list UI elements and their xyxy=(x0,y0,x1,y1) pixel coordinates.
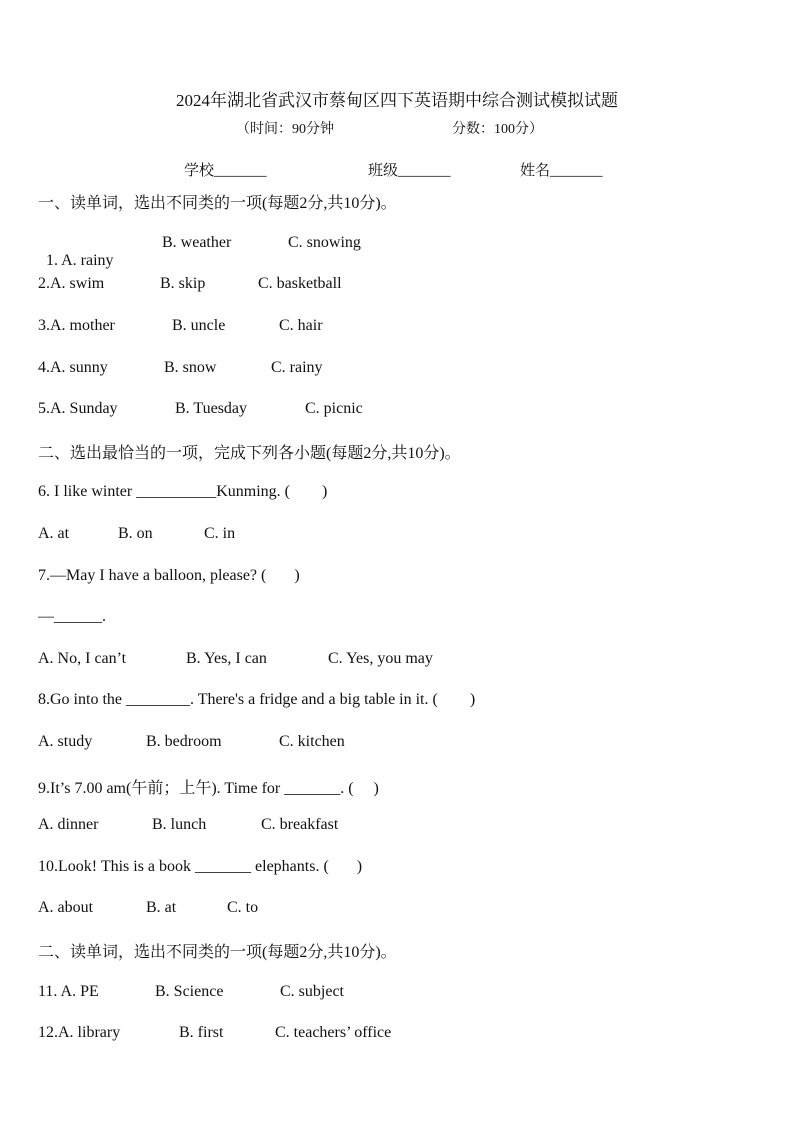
q7-option-c: C. Yes, you may xyxy=(328,650,433,667)
q1-option-c: C. snowing xyxy=(288,234,361,251)
q3-option-c: C. hair xyxy=(279,317,323,334)
question-1 xyxy=(38,234,114,270)
q7-option-a: A. No, I can’t xyxy=(38,650,127,667)
q8-option-b: B. bedroom xyxy=(146,733,222,750)
q9-stem: 9.It’s 7.00 am(午前；上午). Time for _______. ( ) xyxy=(38,780,379,797)
q5-option-a: 5.A. Sunday xyxy=(38,400,118,417)
q1-option-a: 1. A. rainy xyxy=(46,252,114,269)
section-3-heading: 二、读单词，选出不同类的一项(每题2分,共10分)。 xyxy=(38,944,397,961)
q11-option-c: C. subject xyxy=(280,983,344,1000)
page-title: 2024年湖北省武汉市蔡甸区四下英语期中综合测试模拟试题 xyxy=(176,91,618,110)
q5-option-c: C. picnic xyxy=(305,400,363,417)
q4-option-b: B. snow xyxy=(164,359,217,376)
q11-option-b: B. Science xyxy=(155,983,224,1000)
q7-stem: 7.—May I have a balloon, please? ( ) xyxy=(38,567,300,584)
q4-option-a: 4.A. sunny xyxy=(38,359,108,376)
q4-option-c: C. rainy xyxy=(271,359,323,376)
name-field: 姓名_______ xyxy=(520,163,603,179)
q12-option-b: B. first xyxy=(179,1024,224,1041)
q9-option-a: A. dinner xyxy=(38,816,99,833)
q8-stem: 8.Go into the ________. There's a fridge and a big table in it. ( ) xyxy=(38,691,476,708)
q3-option-a: 3.A. mother xyxy=(38,317,115,334)
q5-option-b: B. Tuesday xyxy=(175,400,248,417)
q6-option-b: B. on xyxy=(118,525,153,542)
q8-option-c: C. kitchen xyxy=(279,733,345,750)
q1-option-b: B. weather xyxy=(162,234,232,251)
q10-stem: 10.Look! This is a book _______ elephants. ( ) xyxy=(38,858,363,875)
q9-option-b: B. lunch xyxy=(152,816,207,833)
school-field: 学校_______ xyxy=(184,163,267,179)
q7-option-b: B. Yes, I can xyxy=(186,650,267,667)
q8-option-a: A. study xyxy=(38,733,93,750)
q6-stem: 6. I like winter __________Kunming. ( ) xyxy=(38,483,328,500)
q6-option-a: A. at xyxy=(38,525,70,542)
exam-time: （时间：90分钟 xyxy=(236,122,334,137)
q11-option-a: 11. A. PE xyxy=(38,983,99,1000)
section-1-heading: 一、读单词，选出不同类的一项(每题2分,共10分)。 xyxy=(38,195,397,212)
q6-option-c: C. in xyxy=(204,525,236,542)
q12-option-a: 12.A. library xyxy=(38,1024,121,1041)
q3-option-b: B. uncle xyxy=(172,317,226,334)
exam-score: 分数：100分） xyxy=(452,122,543,137)
q7-reply: —______. xyxy=(38,608,106,625)
q2-option-a: 2.A. swim xyxy=(38,275,105,292)
q10-option-c: C. to xyxy=(227,899,259,916)
q9-option-c: C. breakfast xyxy=(261,816,339,833)
section-2-heading: 二、选出最恰当的一项，完成下列各小题(每题2分,共10分)。 xyxy=(38,445,461,462)
q2-option-b: B. skip xyxy=(160,275,206,292)
class-field: 班级_______ xyxy=(368,163,451,179)
q10-option-b: B. at xyxy=(146,899,177,916)
q12-option-c: C. teachers’ office xyxy=(275,1024,392,1041)
q10-option-a: A. about xyxy=(38,899,94,916)
q2-option-c: C. basketball xyxy=(258,275,342,292)
